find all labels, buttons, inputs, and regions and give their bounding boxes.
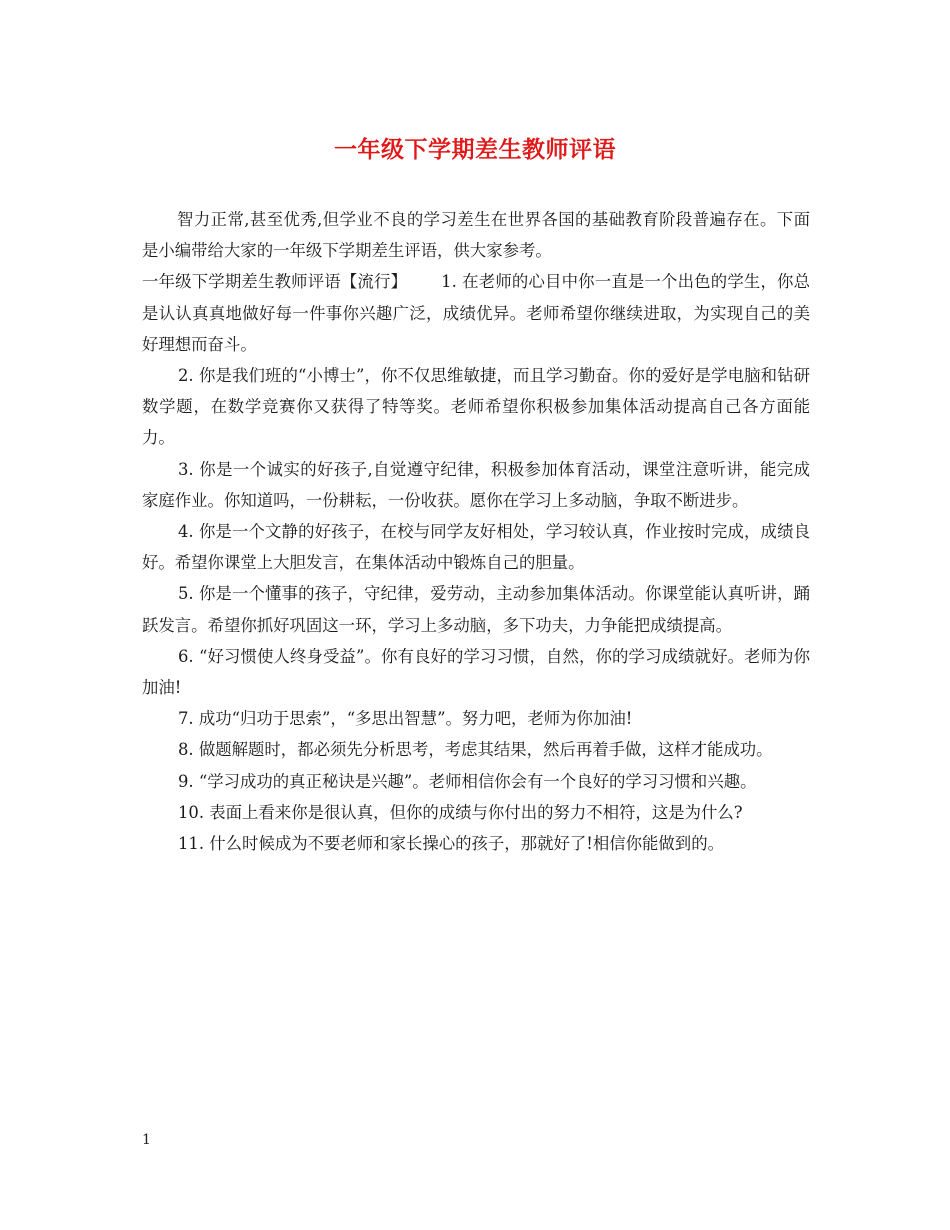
comment-item-6: 6. “好习惯使人终身受益”。你有良好的学习习惯，自然，你的学习成绩就好。老师为你加油! xyxy=(142,646,810,698)
comment-item-7: 7. 成功“归功于思索”，“多思出智慧”。努力吧，老师为你加油! xyxy=(178,709,633,729)
comment-item-10: 10. 表面上看来你是很认真，但你的成绩与你付出的努力不相符，这是为什么? xyxy=(178,802,743,822)
comment-item-9: 9. “学习成功的真正秘诀是兴趣”。老师相信你会有一个良好的学习习惯和兴趣。 xyxy=(178,771,757,791)
comment-item-4: 4. 你是一个文静的好孩子，在校与同学友好相处，学习较认真，作业按时完成，成绩良好。希望你课堂上大胆发言，在集体活动中锻炼自己的胆量。 xyxy=(142,522,810,573)
page-number: 1 xyxy=(142,1132,151,1148)
comment-item-3: 3. 你是一个诚实的好孩子,自觉遵守纪律，积极参加体育活动，课堂注意听讲，能完成家庭作业。你知道吗，一份耕耘，一份收获。愿你在学习上多动脑，争取不断进步。 xyxy=(142,459,810,510)
document-title: 一年级下学期差生教师评语 xyxy=(334,137,616,163)
intro-paragraph: 智力正常,甚至优秀,但学业不良的学习差生在世界各国的基础教育阶段普遍存在。下面是小编带给大家的一年级下学期差生评语，供大家参考。 xyxy=(142,210,810,261)
comment-item-11: 11. 什么时候成为不要老师和家长操心的孩子，那就好了!相信你能做到的。 xyxy=(178,834,724,854)
comment-item-2: 2. 你是我们班的“小博士”，你不仅思维敏捷，而且学习勤奋。你的爱好是学电脑和钻研数学题，在数学竞赛你又获得了特等奖。老师希望你积极参加集体活动提高自己各方面能力。 xyxy=(142,366,810,448)
subheading: 一年级下学期差生教师评语【流行】 xyxy=(142,272,408,292)
comment-item-8: 8. 做题解题时，都必须先分析思考，考虑其结果，然后再着手做，这样才能成功。 xyxy=(178,740,773,760)
comment-item-1: 1. 在老师的心目中你一直是一个出色的学生，你总是认认真真地做好每一件事你兴趣广泛，成绩优异。老师希望你继续进取，为实现自己的美好理想而奋斗。 xyxy=(142,272,811,354)
comment-item-5: 5. 你是一个懂事的孩子，守纪律，爱劳动，主动参加集体活动。你课堂能认真听讲，踊跃发言。希望你抓好巩固这一环，学习上多动脑，多下功夫，力争能把成绩提高。 xyxy=(142,584,810,635)
subheading-paragraph xyxy=(142,266,810,360)
document-body xyxy=(142,204,810,859)
